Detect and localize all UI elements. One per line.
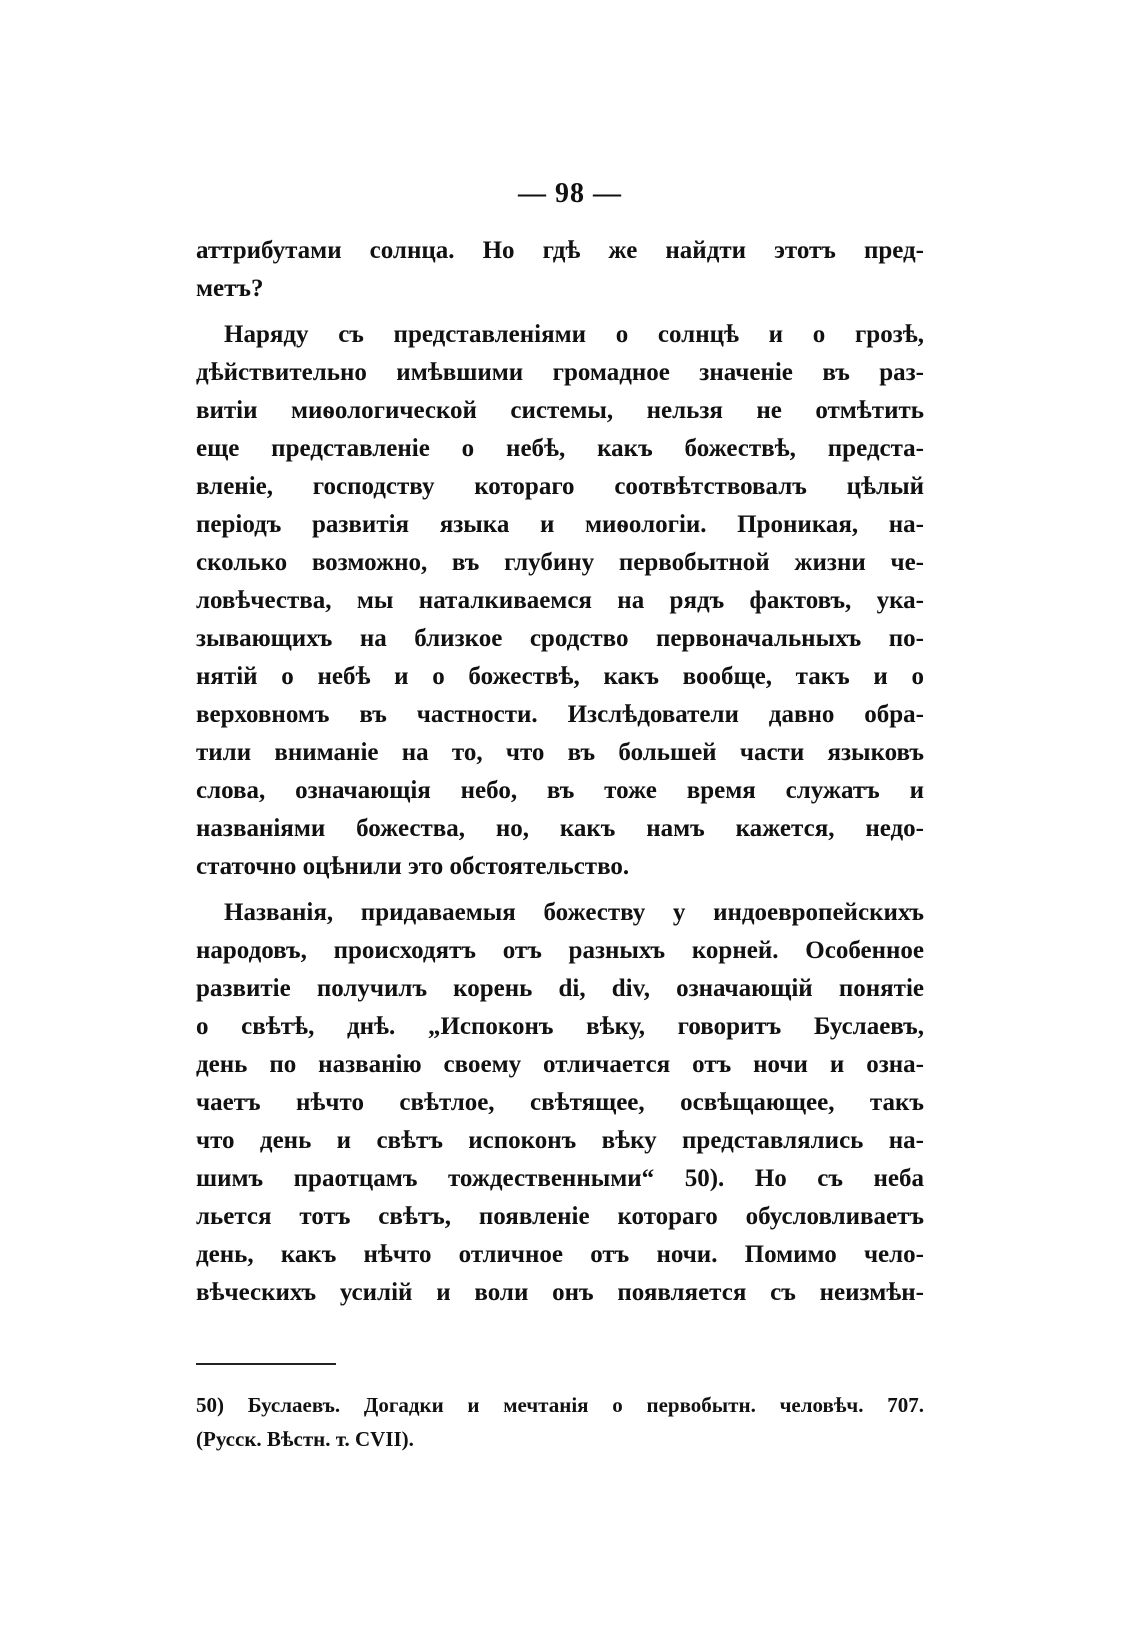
- text-line: народовъ, происходятъ отъ разныхъ корней. Особенное: [196, 937, 924, 964]
- body-text: [196, 232, 924, 1312]
- text-line: витіи миѳологической системы, нельзя не отмѣтить: [196, 397, 924, 424]
- text-line: Наряду съ представленіями о солнцѣ и о грозѣ,: [224, 321, 924, 348]
- page-number: — 98 —: [518, 178, 622, 209]
- text-line: шимъ праотцамъ тождественными“ 50). Но съ неба: [196, 1165, 924, 1192]
- footnote-line: (Русск. Вѣстн. т. СVII).: [196, 1427, 414, 1451]
- text-line: о свѣтѣ, днѣ. „Испоконъ вѣку, говоритъ Буслаевъ,: [196, 1013, 924, 1040]
- footnote-line: 50) Буслаевъ. Догадки и мечтанія о первобытн. человѣч. 707.: [196, 1393, 924, 1417]
- footnote-divider: [196, 1363, 336, 1365]
- text-line: названіями божества, но, какъ намъ кажется, недо-: [196, 815, 924, 842]
- text-line: вленіе, господству котораго соотвѣтствовалъ цѣлый: [196, 473, 924, 500]
- text-line: Названія, придаваемыя божеству у индоевропейскихъ: [224, 899, 924, 926]
- text-line: развитіе получилъ корень di, div, означающій понятіе: [196, 975, 924, 1002]
- text-line: метъ?: [196, 275, 264, 302]
- text-line: статочно оцѣнили это обстоятельство.: [196, 853, 630, 880]
- text-line: нятій о небѣ и о божествѣ, какъ вообще, такъ и о: [196, 663, 924, 690]
- text-line: ловѣчества, мы наталкиваемся на рядъ фактовъ, ука-: [196, 587, 924, 614]
- text-line: зывающихъ на близкое сродство первоначальныхъ по-: [196, 625, 924, 652]
- footnotes: [196, 1388, 924, 1456]
- text-line: день, какъ нѣчто отличное отъ ночи. Помимо чело-: [196, 1241, 924, 1268]
- text-line: слова, означающія небо, въ тоже время служатъ и: [196, 777, 924, 804]
- text-line: верховномъ въ частности. Изслѣдователи давно обра-: [196, 701, 924, 728]
- text-line: день по названію своему отличается отъ ночи и озна-: [196, 1051, 924, 1078]
- text-line: вѣческихъ усилій и воли онъ появляется съ неизмѣн-: [196, 1279, 924, 1306]
- text-line: тили вниманіе на то, что въ большей части языковъ: [196, 739, 924, 766]
- text-line: сколько возможно, въ глубину первобытной жизни че-: [196, 549, 924, 576]
- text-line: что день и свѣтъ испоконъ вѣку представлялись на-: [196, 1127, 924, 1154]
- text-line: еще представленіе о небѣ, какъ божествѣ, предста-: [196, 435, 924, 462]
- text-line: періодъ развитія языка и миѳологіи. Проникая, на-: [196, 511, 924, 538]
- text-line: дѣйствительно имѣвшими громадное значеніе въ раз-: [196, 359, 924, 386]
- text-line: чаетъ нѣчто свѣтлое, свѣтящее, освѣщающее, такъ: [196, 1089, 924, 1116]
- text-line: аттрибутами солнца. Но гдѣ же найдти этотъ пред-: [196, 237, 924, 264]
- text-line: льется тотъ свѣтъ, появленіе котораго обусловливаетъ: [196, 1203, 924, 1230]
